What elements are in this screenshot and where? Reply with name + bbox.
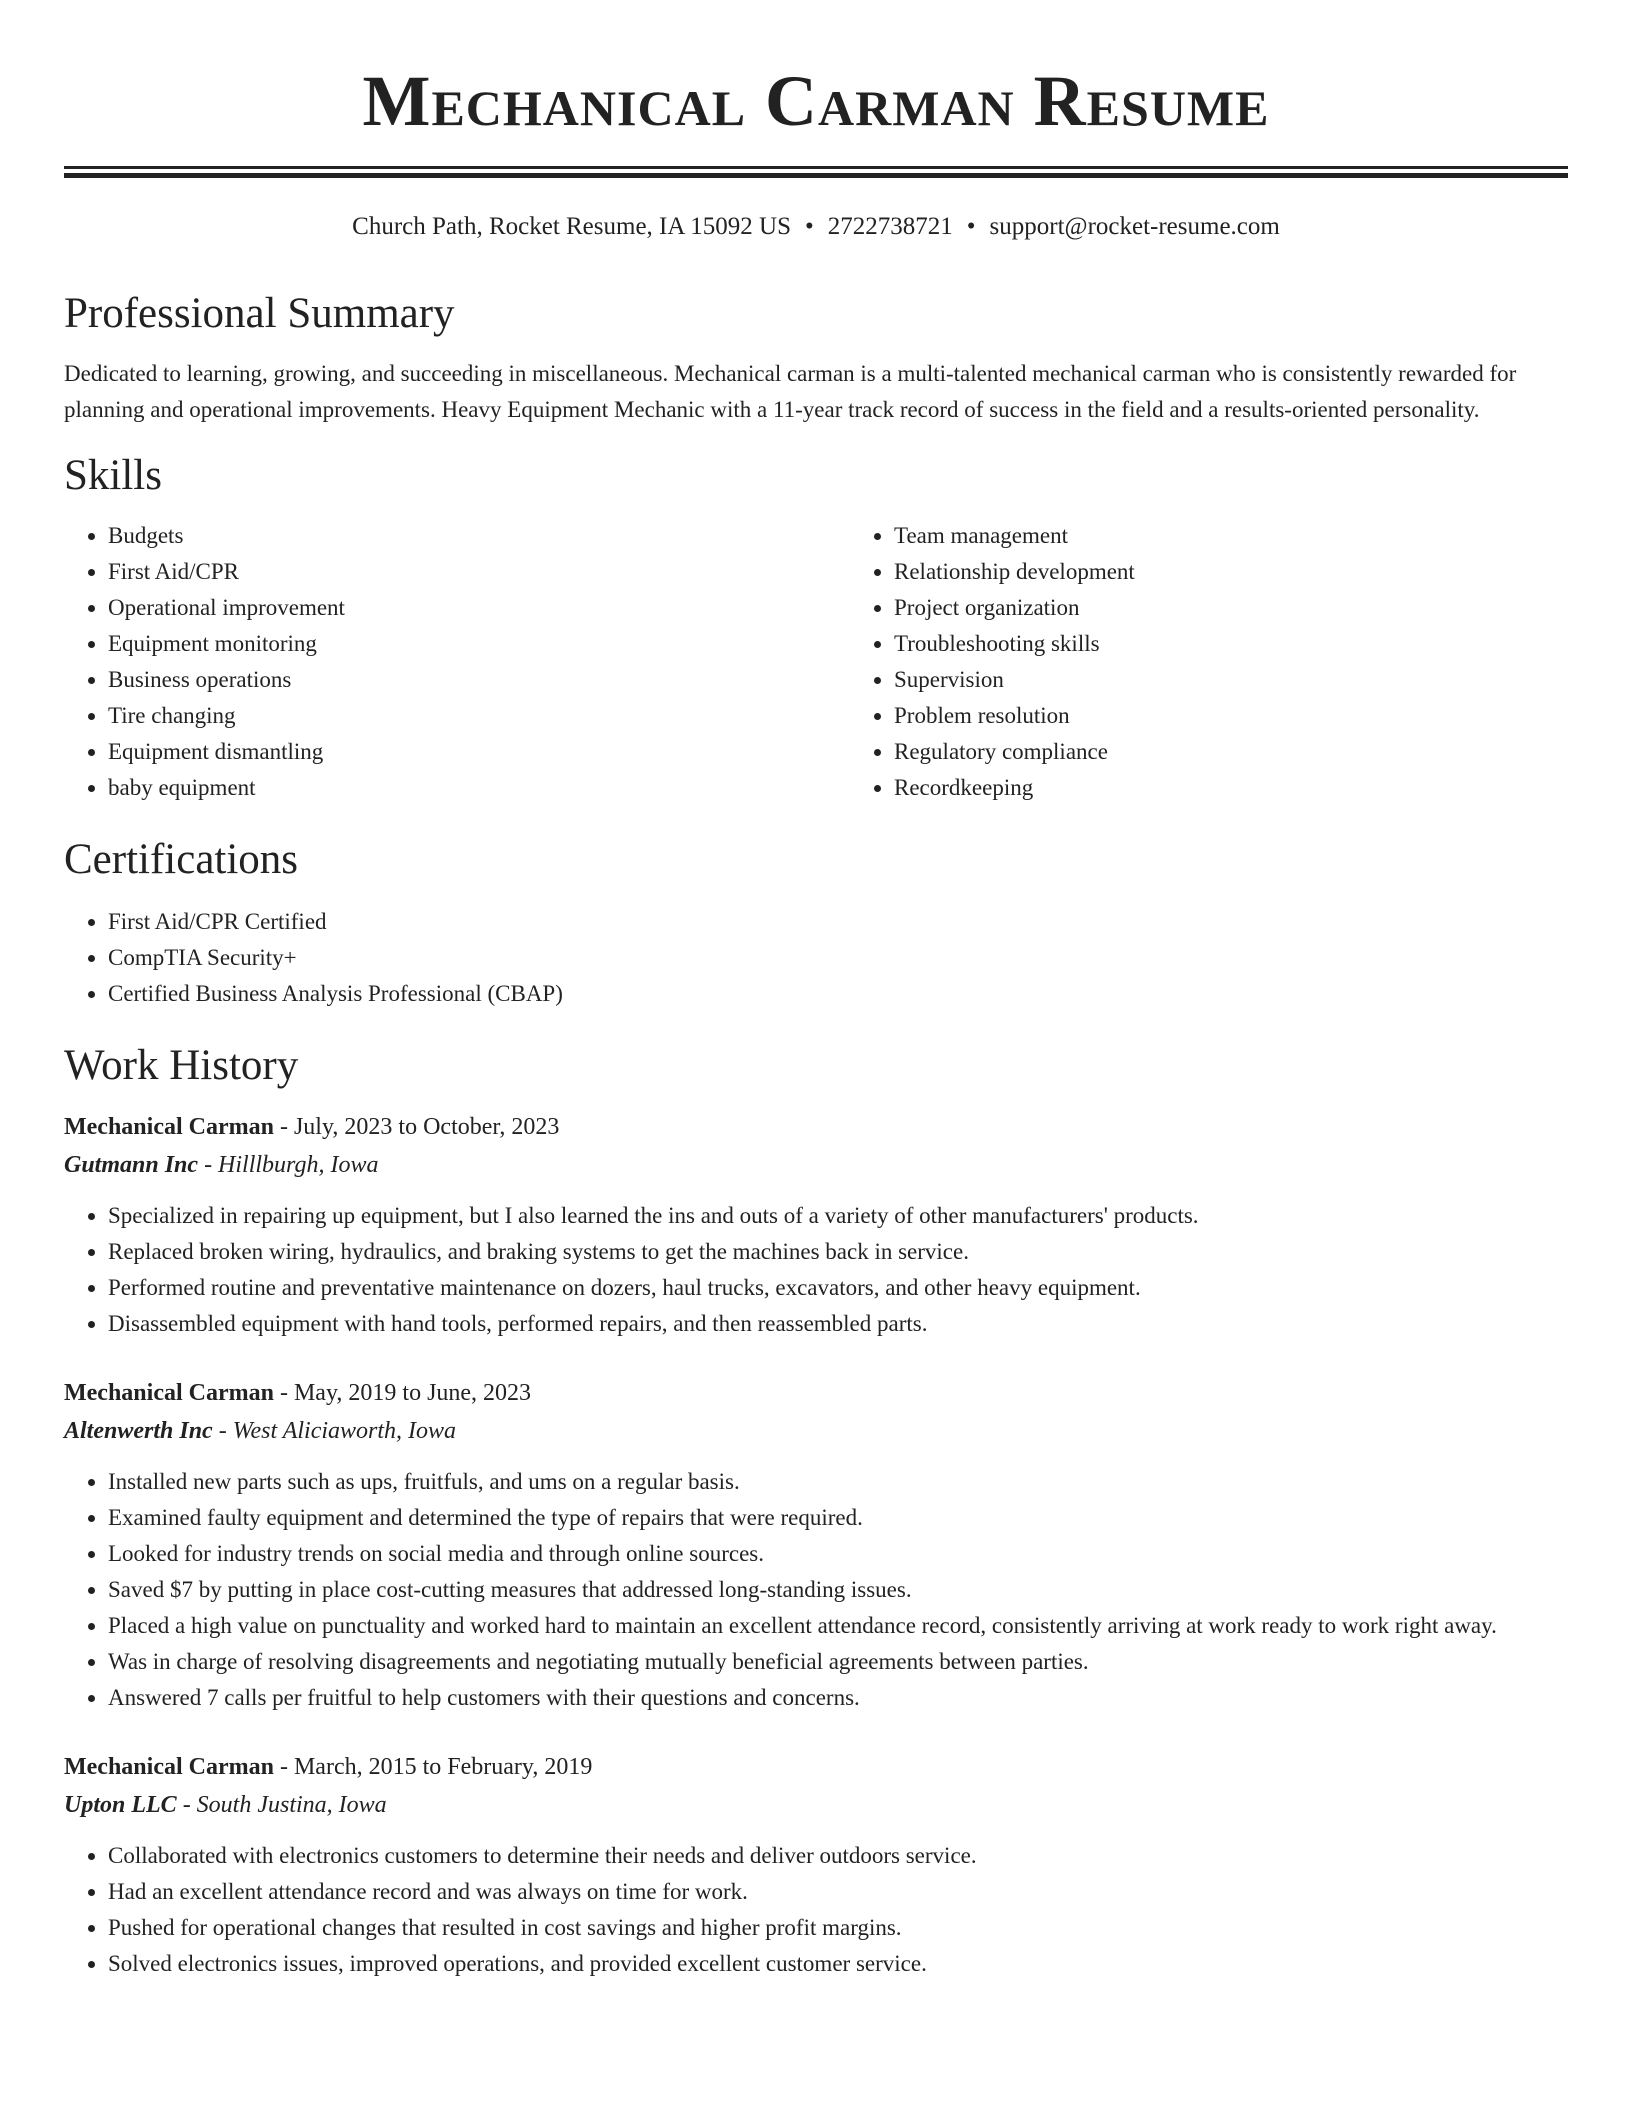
skill-item: • Regulatory compliance [894,734,1568,770]
title-divider-thick [64,173,1568,178]
job-bullets [64,1464,1568,1716]
skill-item: • Project organization [894,590,1568,626]
job-bullet: • Answered 7 calls per fruitful to help customers with their questions and concerns. [108,1680,1568,1716]
job-title: Mechanical Carman [64,1380,274,1406]
job-title: Mechanical Carman [64,1114,274,1140]
skills-heading: Skills [64,452,162,499]
skill-item: • Relationship development [894,554,1568,590]
summary-heading: Professional Summary [64,290,455,337]
job-dates: - March, 2015 to February, 2019 [273,1754,593,1780]
job-title: Mechanical Carman [64,1754,274,1780]
job-bullet: • Performed routine and preventative maintenance on dozers, haul trucks, excavators, and other heavy equipment. [108,1270,1568,1306]
job-bullet: • Placed a high value on punctuality and worked hard to maintain an excellent attendance record, consistently arriving at work ready to work right away. [108,1608,1568,1644]
certification-item: • CompTIA Security+ [108,940,1568,976]
job-bullet: • Examined faulty equipment and determined the type of repairs that were required. [108,1500,1568,1536]
job-bullet: • Specialized in repairing up equipment, but I also learned the ins and outs of a variety of other manufacturers' products. [108,1198,1568,1234]
job-bullets [64,1838,1568,1982]
skill-item: • Supervision [894,662,1568,698]
contact-line [64,210,1568,244]
job-company-line [64,1786,1568,1824]
job-company: Upton LLC [64,1792,177,1818]
work-history-heading: Work History [64,1042,299,1089]
certification-item: • First Aid/CPR Certified [108,904,1568,940]
job-header [64,1108,1568,1146]
resume-title: Mechanical Carman Resume [362,61,1270,141]
job-company: Gutmann Inc [64,1152,199,1178]
job-bullet: • Was in charge of resolving disagreements and negotiating mutually beneficial agreements between parties. [108,1644,1568,1680]
skill-item: • Equipment dismantling [108,734,850,770]
skill-item: • Recordkeeping [894,770,1568,806]
job-location: - West Aliciaworth, Iowa [212,1418,457,1444]
job-bullet: • Installed new parts such as ups, fruitfuls, and ums on a regular basis. [108,1464,1568,1500]
skill-item: • Equipment monitoring [108,626,850,662]
skill-item: • Troubleshooting skills [894,626,1568,662]
certifications-heading: Certifications [64,836,299,883]
contact-separator: • [966,213,976,240]
skill-item: • Problem resolution [894,698,1568,734]
job-bullet: • Replaced broken wiring, hydraulics, and braking systems to get the machines back in service. [108,1234,1568,1270]
job-bullets [64,1198,1568,1342]
contact-email: support@rocket-resume.com [989,213,1280,240]
job-entry [64,1748,1568,1982]
certification-item: • Certified Business Analysis Professional (CBAP) [108,976,1568,1012]
skills-list-left [64,518,850,806]
contact-separator: • [805,213,814,240]
job-header [64,1748,1568,1786]
skill-item: • baby equipment [108,770,850,806]
skill-item: • Team management [894,518,1568,554]
job-company-line [64,1146,1568,1184]
job-location: - Hilllburgh, Iowa [198,1152,379,1178]
job-bullet: • Saved $7 by putting in place cost-cutting measures that addressed long-standing issues. [108,1572,1568,1608]
job-dates: - July, 2023 to October, 2023 [273,1114,560,1140]
job-bullet: • Pushed for operational changes that resulted in cost savings and higher profit margins. [108,1910,1568,1946]
skill-item: • Budgets [108,518,850,554]
summary-text: Dedicated to learning, growing, and succeeding in miscellaneous. Mechanical carman is a multi-talented mechanical carman who is consistently rewarded for planning and operational improvements. Heavy Equipment Mechanic with a 11-year track record of success in the field and a results-oriented personality. [64,361,1517,422]
skills-list-right [850,518,1568,806]
job-bullet: • Collaborated with electronics customers to determine their needs and deliver outdoors service. [108,1838,1568,1874]
contact-address: Church Path, Rocket Resume, IA 15092 US [352,213,792,240]
job-bullet: • Solved electronics issues, improved operations, and provided excellent customer service. [108,1946,1568,1982]
job-bullet: • Had an excellent attendance record and was always on time for work. [108,1874,1568,1910]
job-header [64,1374,1568,1412]
job-bullet: • Looked for industry trends on social media and through online sources. [108,1536,1568,1572]
job-dates: - May, 2019 to June, 2023 [273,1380,532,1406]
job-company: Altenwerth Inc [64,1418,213,1444]
skills-columns [64,518,1568,806]
job-location: - South Justina, Iowa [176,1792,387,1818]
job-entry [64,1108,1568,1342]
contact-phone: 2722738721 [827,213,953,240]
skill-item: • Business operations [108,662,850,698]
certifications-list [64,904,1568,1012]
job-company-line [64,1412,1568,1450]
job-entry [64,1374,1568,1716]
title-divider-thin [64,166,1568,169]
skill-item: • Operational improvement [108,590,850,626]
skill-item: • First Aid/CPR [108,554,850,590]
job-bullet: • Disassembled equipment with hand tools, performed repairs, and then reassembled parts. [108,1306,1568,1342]
skill-item: • Tire changing [108,698,850,734]
